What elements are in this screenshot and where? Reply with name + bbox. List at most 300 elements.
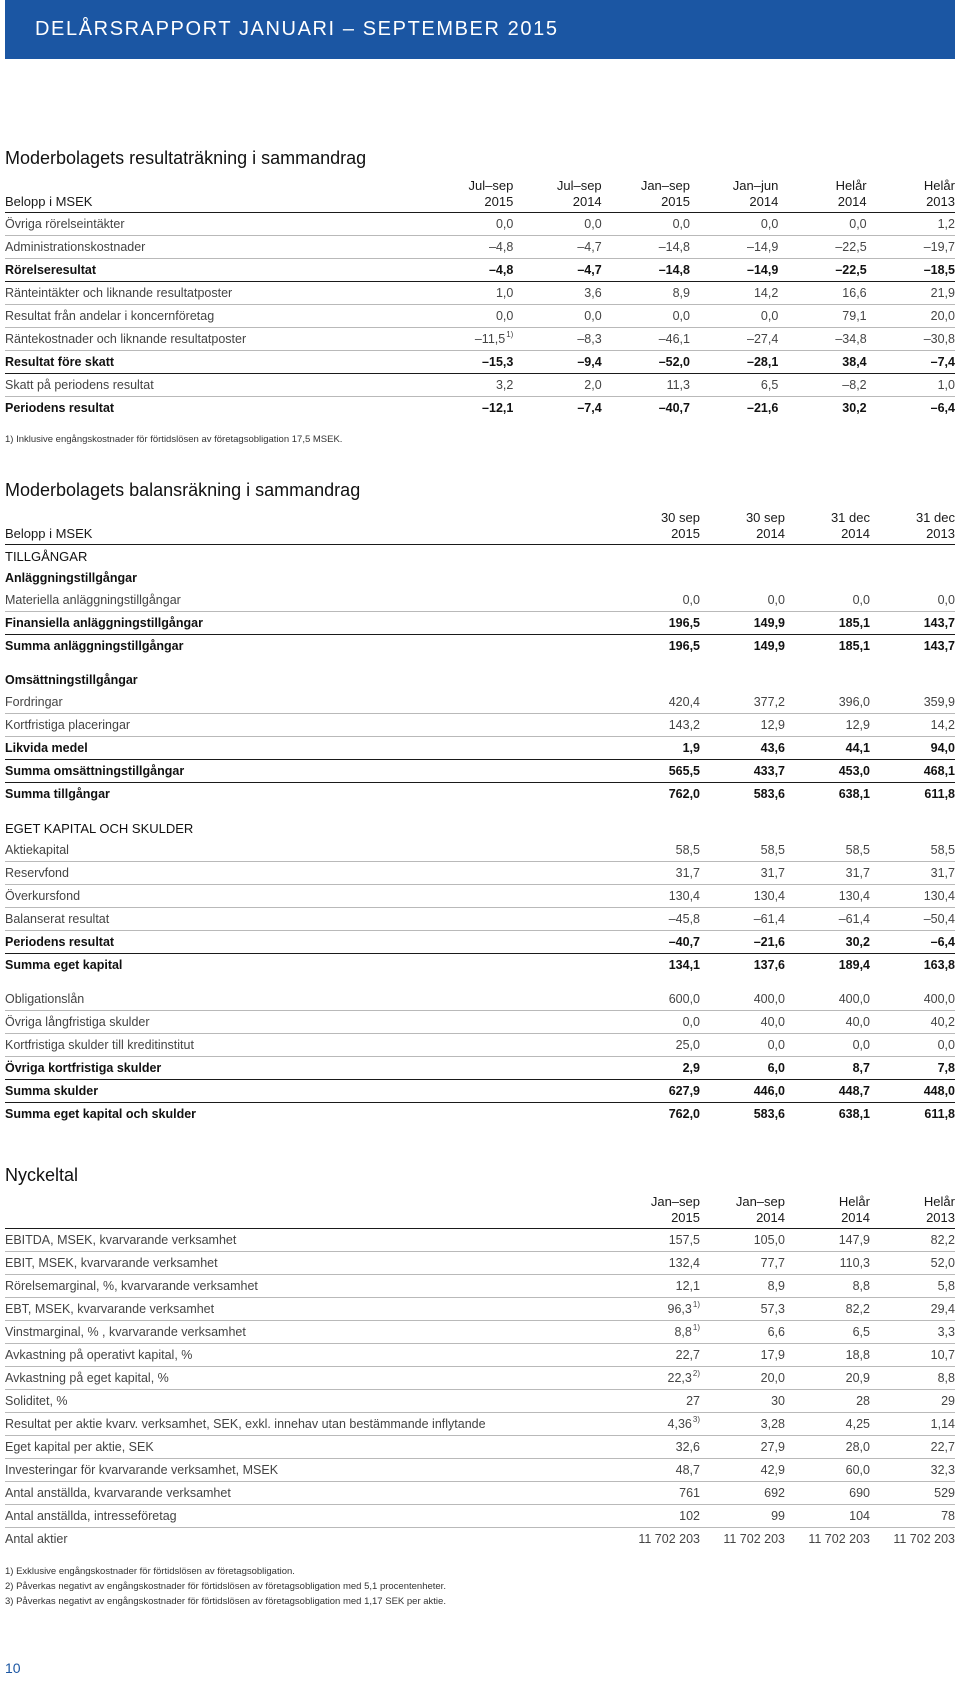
table-row: [5, 1275, 955, 1298]
cell-value: 692: [700, 1482, 785, 1505]
cell-value: 11 702 203: [893, 1532, 955, 1546]
cell-value: 1,0: [425, 282, 513, 305]
table-row: [5, 737, 955, 760]
kpi-table: [5, 1190, 955, 1550]
kpi-footnote: 3) Påverkas negativt av engångskostnader för förtidslösen av företagsobligation med 1,17 SEK per aktie.: [5, 1596, 446, 1607]
cell-value: 44,1: [785, 737, 870, 760]
cell-value: 11 702 203: [723, 1532, 785, 1546]
cell-value: –40,7: [658, 401, 690, 415]
cell-value: 761: [615, 1482, 700, 1505]
cell-value: 0,0: [602, 213, 690, 236]
column-header: Jan–sep 2015: [640, 178, 690, 209]
table-row: [5, 1390, 955, 1413]
row-label: Ränteintäkter och liknande resultatposter: [5, 282, 425, 305]
row-label: Överkursfond: [5, 885, 615, 908]
row-label: EBT, MSEK, kvarvarande verksamhet: [5, 1298, 615, 1321]
table-row: [5, 1436, 955, 1459]
cell-value: –30,8: [867, 328, 955, 351]
income-statement-title: Moderbolagets resultaträkning i sammandrag: [5, 148, 367, 168]
balance-sheet-table: [5, 506, 955, 1125]
footnote-marker: 1): [506, 330, 514, 339]
cell-value: 25,0: [615, 1034, 700, 1057]
row-label: Antal anställda, kvarvarande verksamhet: [5, 1482, 615, 1505]
cell-value: 420,4: [615, 691, 700, 714]
cell-value: 130,4: [615, 885, 700, 908]
cell-value: 0,0: [778, 213, 866, 236]
cell-value: 565,5: [615, 760, 700, 783]
cell-value: 8,8: [870, 1367, 955, 1390]
cell-value: 12,9: [700, 714, 785, 737]
table-row: [5, 862, 955, 885]
cell-value: 157,5: [615, 1229, 700, 1252]
cell-value: 102: [615, 1505, 700, 1528]
cell-value: 31,7: [785, 862, 870, 885]
table-row: [5, 236, 955, 259]
cell-value: 0,0: [690, 213, 778, 236]
cell-value: 11 702 203: [808, 1532, 870, 1546]
row-label: Vinstmarginal, % , kvarvarande verksamhet: [5, 1321, 615, 1344]
cell-value: 143,7: [870, 612, 955, 635]
report-title: DELÅRSRAPPORT JANUARI – SEPTEMBER 2015: [35, 18, 559, 40]
cell-value: 5,8: [870, 1275, 955, 1298]
cell-value: 189,4: [838, 958, 870, 972]
cell-value: –4,7: [513, 236, 601, 259]
row-label: Skatt på periodens resultat: [5, 374, 425, 397]
cell-value: –61,4: [785, 908, 870, 931]
cell-value: 82,2: [785, 1298, 870, 1321]
cell-value: 4,36$^{3)}$: [615, 1413, 700, 1436]
balance-header-row: [5, 506, 955, 545]
table-row: [5, 1528, 955, 1551]
row-label: Balanserat resultat: [5, 908, 615, 931]
row-label: Antal anställda, intresseföretag: [5, 1505, 615, 1528]
cell-value: 400,0: [700, 988, 785, 1011]
cell-value: 12,9: [785, 714, 870, 737]
table-row: [5, 1367, 955, 1390]
cell-value: –9,4: [513, 351, 601, 374]
cell-value: 377,2: [700, 691, 785, 714]
cell-value: 30,2: [785, 931, 870, 954]
row-label: EBIT, MSEK, kvarvarande verksamhet: [5, 1252, 615, 1275]
table-row: [5, 1459, 955, 1482]
cell-value: –18,5: [867, 259, 955, 282]
cell-value: 31,7: [615, 862, 700, 885]
cell-value: –21,6: [700, 931, 785, 954]
column-header: 30 sep 2014: [745, 510, 785, 541]
cell-value: 42,9: [700, 1459, 785, 1482]
cell-value: 149,9: [700, 612, 785, 635]
table-row: [5, 931, 955, 954]
cell-value: –40,7: [615, 931, 700, 954]
cell-value: 27: [615, 1390, 700, 1413]
table-row: [5, 885, 955, 908]
spacer-row: [5, 657, 955, 669]
subsection-heading-text: Omsättningstillgångar: [5, 673, 138, 687]
row-label: Summa tillgångar: [5, 787, 110, 801]
cell-value: –15,3: [425, 351, 513, 374]
cell-value: –11,5$^{1)}$: [425, 328, 513, 351]
kpi-footnote: 1) Exklusive engångskostnader för förtidslösen av företagsobligation.: [5, 1566, 295, 1577]
table-row: [5, 282, 955, 305]
cell-value: 130,4: [785, 885, 870, 908]
row-label: Obligationslån: [5, 988, 615, 1011]
cell-value: 149,9: [753, 639, 785, 653]
table-row: [5, 635, 955, 658]
spacer-row: [5, 805, 955, 817]
row-label: Summa eget kapital och skulder: [5, 1107, 197, 1121]
row-label: Likvida medel: [5, 737, 615, 760]
cell-value: 134,1: [668, 958, 700, 972]
cell-value: 22,7: [615, 1344, 700, 1367]
cell-value: 762,0: [668, 787, 700, 801]
cell-value: 0,0: [700, 1034, 785, 1057]
cell-value: –34,8: [778, 328, 866, 351]
cell-value: 40,2: [870, 1011, 955, 1034]
cell-value: –4,8: [425, 236, 513, 259]
cell-value: 446,0: [700, 1080, 785, 1103]
row-label: Summa eget kapital: [5, 958, 123, 972]
table-row: [5, 1229, 955, 1252]
row-label: Periodens resultat: [5, 401, 115, 415]
row-label: Räntekostnader och liknande resultatposter: [5, 328, 425, 351]
table-row: [5, 1505, 955, 1528]
column-header: Jan–jun 2014: [732, 178, 779, 209]
cell-value: 8,9: [602, 282, 690, 305]
row-label: Resultat från andelar i koncernföretag: [5, 305, 425, 328]
column-header: Jul–sep 2015: [468, 178, 514, 209]
cell-value: –50,4: [870, 908, 955, 931]
column-header: Helår 2014: [838, 1194, 870, 1225]
kpi-title: Nyckeltal: [5, 1165, 79, 1185]
cell-value: –61,4: [700, 908, 785, 931]
row-label: Summa skulder: [5, 1080, 615, 1103]
cell-value: 58,5: [785, 839, 870, 862]
cell-value: 143,7: [923, 639, 955, 653]
cell-value: 14,2: [870, 714, 955, 737]
row-label: Resultat per aktie kvarv. verksamhet, SEK, exkl. innehav utan bestämmande inflytande: [5, 1413, 615, 1436]
row-label: EBITDA, MSEK, kvarvarande verksamhet: [5, 1229, 615, 1252]
cell-value: 16,6: [778, 282, 866, 305]
cell-value: –28,1: [690, 351, 778, 374]
cell-value: 0,0: [615, 589, 700, 612]
cell-value: 79,1: [778, 305, 866, 328]
section-heading-text: EGET KAPITAL OCH SKULDER: [5, 820, 194, 836]
cell-value: 468,1: [870, 760, 955, 783]
cell-value: 8,8: [785, 1275, 870, 1298]
cell-value: 1,14: [870, 1413, 955, 1436]
cell-value: 163,8: [923, 958, 955, 972]
kpi-footnote: 2) Påverkas negativt av engångskostnader för förtidslösen av företagsobligation med 5,1 procentenheter.: [5, 1581, 446, 1592]
table-row: [5, 1034, 955, 1057]
table-row: [5, 1103, 955, 1126]
section-heading: [5, 817, 955, 839]
cell-value: 27,9: [700, 1436, 785, 1459]
cell-value: 0,0: [690, 305, 778, 328]
table-row: [5, 783, 955, 806]
table-row: [5, 839, 955, 862]
row-label: Övriga rörelseintäkter: [5, 213, 425, 236]
table-row: [5, 397, 955, 420]
cell-value: 196,5: [668, 639, 700, 653]
cell-value: –19,7: [867, 236, 955, 259]
income-header-row: [5, 174, 955, 213]
table-row: [5, 612, 955, 635]
table-row: [5, 1080, 955, 1103]
label-column-header: [5, 1190, 615, 1229]
spacer-row: [5, 976, 955, 988]
cell-value: 22,7: [870, 1436, 955, 1459]
row-label: Administrationskostnader: [5, 236, 425, 259]
cell-value: 638,1: [838, 787, 870, 801]
cell-value: 20,9: [785, 1367, 870, 1390]
row-label: Rörelseresultat: [5, 259, 425, 282]
table-row: [5, 908, 955, 931]
row-label: Fordringar: [5, 691, 615, 714]
table-row: [5, 1057, 955, 1080]
cell-value: 30,2: [842, 401, 867, 415]
cell-value: 48,7: [615, 1459, 700, 1482]
row-label: Övriga kortfristiga skulder: [5, 1057, 615, 1080]
cell-value: 7,8: [870, 1057, 955, 1080]
table-row: [5, 1252, 955, 1275]
table-row: [5, 1482, 955, 1505]
cell-value: 99: [700, 1505, 785, 1528]
cell-value: 0,0: [513, 213, 601, 236]
row-label: Summa omsättningstillgångar: [5, 760, 615, 783]
cell-value: 433,7: [700, 760, 785, 783]
column-header: Helår 2013: [923, 1194, 955, 1225]
cell-value: 8,8$^{1)}$: [615, 1321, 700, 1344]
cell-value: –7,4: [867, 351, 955, 374]
row-label: Rörelsemarginal, %, kvarvarande verksamhet: [5, 1275, 615, 1298]
cell-value: 77,7: [700, 1252, 785, 1275]
kpi-header-row: [5, 1190, 955, 1229]
cell-value: –12,1: [482, 401, 514, 415]
footnote-marker: 2): [692, 1369, 700, 1378]
footnote-marker: 3): [692, 1415, 700, 1424]
cell-value: –52,0: [602, 351, 690, 374]
cell-value: 12,1: [615, 1275, 700, 1298]
cell-value: –14,8: [602, 259, 690, 282]
column-header: Helår 2013: [923, 178, 955, 209]
subsection-heading-text: Anläggningstillgångar: [5, 571, 137, 585]
column-header: 30 sep 2015: [660, 510, 700, 541]
cell-value: 4,25: [785, 1413, 870, 1436]
cell-value: 17,9: [700, 1344, 785, 1367]
subsection-heading: [5, 669, 955, 691]
row-label: Övriga långfristiga skulder: [5, 1011, 615, 1034]
cell-value: 96,3$^{1)}$: [615, 1298, 700, 1321]
cell-value: 627,9: [615, 1080, 700, 1103]
table-row: [5, 988, 955, 1011]
cell-value: 82,2: [870, 1229, 955, 1252]
table-row: [5, 259, 955, 282]
cell-value: 0,0: [615, 1011, 700, 1034]
cell-value: 52,0: [870, 1252, 955, 1275]
table-row: [5, 305, 955, 328]
cell-value: 6,6: [700, 1321, 785, 1344]
cell-value: 0,0: [785, 1034, 870, 1057]
row-label: Avkastning på eget kapital, %: [5, 1367, 615, 1390]
cell-value: –27,4: [690, 328, 778, 351]
cell-value: 1,2: [867, 213, 955, 236]
cell-value: –46,1: [602, 328, 690, 351]
cell-value: 28: [785, 1390, 870, 1413]
cell-value: 29: [870, 1390, 955, 1413]
cell-value: 0,0: [870, 589, 955, 612]
cell-value: 104: [785, 1505, 870, 1528]
row-label: Materiella anläggningstillgångar: [5, 589, 615, 612]
table-row: [5, 213, 955, 236]
row-label: Summa anläggningstillgångar: [5, 639, 184, 653]
label-column-header: Belopp i MSEK: [5, 194, 93, 209]
cell-value: 2,0: [513, 374, 601, 397]
cell-value: 8,9: [700, 1275, 785, 1298]
cell-value: 400,0: [870, 988, 955, 1011]
footnote-marker: 1): [692, 1323, 700, 1332]
cell-value: 0,0: [785, 589, 870, 612]
cell-value: 600,0: [615, 988, 700, 1011]
cell-value: 1,9: [615, 737, 700, 760]
cell-value: 611,8: [924, 1107, 955, 1121]
row-label: Avkastning på operativt kapital, %: [5, 1344, 615, 1367]
section-heading-text: TILLGÅNGAR: [5, 548, 88, 564]
cell-value: –7,4: [577, 401, 602, 415]
cell-value: 529: [870, 1482, 955, 1505]
column-header: Jan–sep 2014: [735, 1194, 785, 1225]
cell-value: 147,9: [785, 1229, 870, 1252]
column-header: 31 dec 2013: [915, 510, 955, 541]
row-label: Investeringar för kvarvarande verksamhet, MSEK: [5, 1459, 615, 1482]
cell-value: 58,5: [615, 839, 700, 862]
cell-value: –6,4: [930, 401, 955, 415]
cell-value: –8,2: [778, 374, 866, 397]
cell-value: 137,6: [753, 958, 785, 972]
cell-value: 0,0: [700, 589, 785, 612]
cell-value: 57,3: [700, 1298, 785, 1321]
cell-value: 0,0: [870, 1034, 955, 1057]
cell-value: 6,0: [700, 1057, 785, 1080]
row-label: Kortfristiga skulder till kreditinstitut: [5, 1034, 615, 1057]
cell-value: 94,0: [870, 737, 955, 760]
cell-value: 20,0: [700, 1367, 785, 1390]
cell-value: 185,1: [785, 612, 870, 635]
footnote-marker: 1): [692, 1300, 700, 1309]
cell-value: –21,6: [747, 401, 779, 415]
cell-value: –4,8: [425, 259, 513, 282]
income-footnote: 1) Inklusive engångskostnader för förtidslösen av företagsobligation 17,5 MSEK.: [5, 434, 343, 445]
cell-value: 58,5: [870, 839, 955, 862]
cell-value: 6,5: [690, 374, 778, 397]
cell-value: 11,3: [602, 374, 690, 397]
row-label: Soliditet, %: [5, 1390, 615, 1413]
table-row: [5, 374, 955, 397]
cell-value: 396,0: [785, 691, 870, 714]
cell-value: 130,4: [700, 885, 785, 908]
cell-value: 2,9: [615, 1057, 700, 1080]
cell-value: 3,6: [513, 282, 601, 305]
cell-value: 3,3: [870, 1321, 955, 1344]
cell-value: 583,6: [753, 1107, 785, 1121]
cell-value: 31,7: [700, 862, 785, 885]
cell-value: 60,0: [785, 1459, 870, 1482]
cell-value: 448,7: [785, 1080, 870, 1103]
table-row: [5, 760, 955, 783]
cell-value: –4,7: [513, 259, 601, 282]
cell-value: 359,9: [870, 691, 955, 714]
cell-value: –14,9: [690, 259, 778, 282]
cell-value: 105,0: [700, 1229, 785, 1252]
table-row: [5, 1011, 955, 1034]
table-row: [5, 589, 955, 612]
cell-value: 78: [870, 1505, 955, 1528]
cell-value: 8,7: [785, 1057, 870, 1080]
row-label: Reservfond: [5, 862, 615, 885]
cell-value: 0,0: [513, 305, 601, 328]
cell-value: 132,4: [615, 1252, 700, 1275]
table-row: [5, 1321, 955, 1344]
income-statement-table: [5, 174, 955, 419]
row-label: Kortfristiga placeringar: [5, 714, 615, 737]
cell-value: 58,5: [700, 839, 785, 862]
row-label: Resultat före skatt: [5, 351, 425, 374]
cell-value: 11 702 203: [638, 1532, 700, 1546]
cell-value: 28,0: [785, 1436, 870, 1459]
label-column-header: Belopp i MSEK: [5, 526, 93, 541]
table-row: [5, 1298, 955, 1321]
cell-value: 0,0: [425, 213, 513, 236]
cell-value: 10,7: [870, 1344, 955, 1367]
cell-value: 1,0: [867, 374, 955, 397]
cell-value: 611,8: [924, 787, 955, 801]
cell-value: 3,2: [425, 374, 513, 397]
cell-value: 143,2: [615, 714, 700, 737]
row-label: Antal aktier: [5, 1532, 68, 1546]
cell-value: 18,8: [785, 1344, 870, 1367]
table-row: [5, 1413, 955, 1436]
section-heading: [5, 545, 955, 568]
cell-value: –8,3: [513, 328, 601, 351]
cell-value: 20,0: [867, 305, 955, 328]
cell-value: 0,0: [425, 305, 513, 328]
cell-value: 22,3$^{2)}$: [615, 1367, 700, 1390]
column-header: Helår 2014: [835, 178, 867, 209]
subsection-heading: [5, 567, 955, 589]
table-row: [5, 1344, 955, 1367]
column-header: 31 dec 2014: [830, 510, 870, 541]
cell-value: 196,5: [615, 612, 700, 635]
table-row: [5, 714, 955, 737]
cell-value: 6,5: [785, 1321, 870, 1344]
cell-value: –45,8: [615, 908, 700, 931]
cell-value: 31,7: [870, 862, 955, 885]
cell-value: 30: [700, 1390, 785, 1413]
table-row: [5, 691, 955, 714]
page-number: 10: [5, 1660, 21, 1676]
column-header: Jan–sep 2015: [650, 1194, 700, 1225]
cell-value: –14,9: [690, 236, 778, 259]
cell-value: 38,4: [778, 351, 866, 374]
row-label: Periodens resultat: [5, 931, 615, 954]
row-label: Finansiella anläggningstillgångar: [5, 612, 615, 635]
cell-value: 185,1: [838, 639, 870, 653]
cell-value: 32,3: [870, 1459, 955, 1482]
cell-value: 43,6: [700, 737, 785, 760]
cell-value: 40,0: [700, 1011, 785, 1034]
cell-value: –6,4: [870, 931, 955, 954]
cell-value: 40,0: [785, 1011, 870, 1034]
cell-value: 638,1: [838, 1107, 870, 1121]
